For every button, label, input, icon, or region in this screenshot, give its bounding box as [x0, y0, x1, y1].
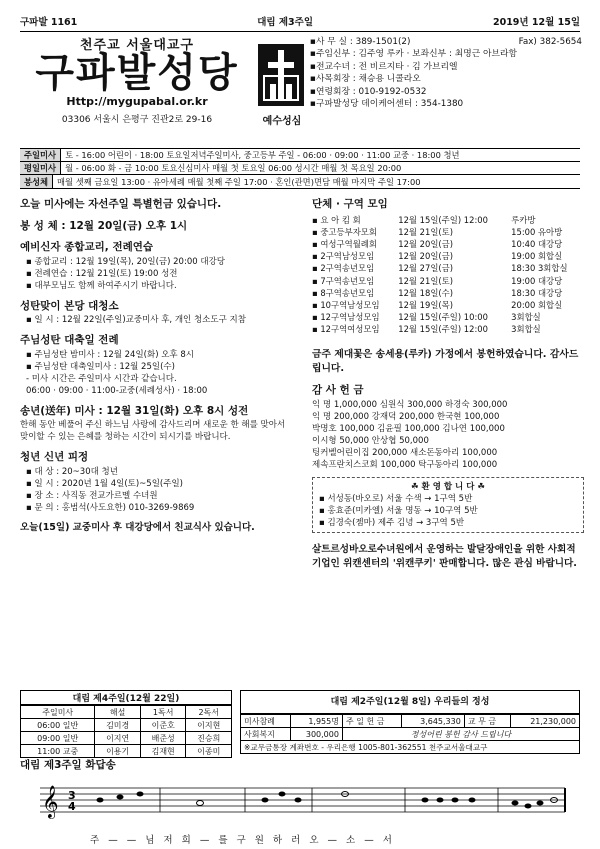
- psalm-lyrics: 주 — — 님 저 희 — 를 구 원 하 러 오 — 소 — 서: [90, 835, 395, 846]
- table-cell: 주 일 헌 금: [342, 715, 402, 728]
- table-header: 주일미사: [21, 706, 95, 719]
- table-cell: ▪ 2구역송년모임: [312, 263, 375, 274]
- council-info: ▪사목회장 : 채승용 니콜라오: [310, 74, 421, 85]
- table-cell: 12월 18일(수): [398, 287, 454, 298]
- table-row: [312, 275, 584, 287]
- left-column: [20, 198, 295, 534]
- table-cell: 09:00 일반: [21, 732, 95, 745]
- section-body: [26, 256, 295, 292]
- table-row: [312, 238, 584, 250]
- table-cell: 배준성: [140, 732, 186, 745]
- music-staff: [20, 774, 580, 836]
- section-title: 성탄맞이 본당 대청소: [20, 299, 119, 312]
- offering-table: [240, 714, 580, 754]
- account-number: ※교무금통장 계좌번호 - 우리은행 1005-801-362551 천주교서울대교구: [241, 741, 580, 754]
- table-cell: 12월 19일(목): [398, 299, 454, 310]
- table-row: [241, 715, 580, 728]
- welcome-box: [312, 477, 584, 533]
- issue-header: [20, 14, 580, 32]
- list-item: 팅커벨어린이집 200,000 새소돈동아리 100,000: [312, 448, 498, 459]
- list-item: ▪ 일 시 : 2020년 1월 4일(토)~5일(주일): [26, 478, 183, 489]
- list-item: 익 명 200,000 강재덕 200,000 한국현 100,000: [312, 412, 500, 423]
- table-cell: 3회합실: [511, 312, 541, 323]
- list-item: ▪ 전례연습 : 12월 21일(토) 19:00 성전: [26, 268, 178, 279]
- groups-table: [312, 214, 584, 336]
- section-body: [26, 466, 295, 514]
- schedule-row: [20, 149, 580, 162]
- parish-address: 03306 서울시 은평구 진관2로 29-16: [61, 115, 213, 125]
- table-cell: ▪ 7구역송년모임: [312, 275, 375, 286]
- communion-visit-notice: 봉 성 체 : 12월 20일(금) 오후 1시: [20, 219, 188, 232]
- schedule-row: [20, 162, 580, 175]
- list-item: ▪ 서성동(바오로) 서울 수색 → 1구역 5반: [319, 494, 473, 505]
- table-cell: 20:00 회합실: [511, 299, 563, 310]
- table-cell: ▪ 10구역남성모임: [312, 299, 380, 310]
- section-title: 예비신자 종합교리, 전례연습: [20, 241, 154, 253]
- table-cell: ▪ 2구역남성모임: [312, 251, 375, 262]
- list-item: ▪ 주님성탄 밤미사 : 12월 24일(화) 오후 8시: [26, 349, 194, 360]
- table-row: [21, 719, 232, 732]
- table-row: [241, 728, 580, 741]
- schedule-text: 매월 셋째 금요일 13:00 · 유아세례 매월 첫째 주일 17:00 · 혼인(관면)면담 매월 마지막 주일 17:00: [57, 176, 421, 187]
- issue-date: 2019년 12월 15일: [492, 17, 580, 28]
- table-cell: 19:00 회합실: [511, 251, 563, 262]
- table-cell: 12월 20일(금): [398, 251, 454, 262]
- daycare-info: ▪구파발성당 데이케어센터 : 354-1380: [310, 99, 464, 110]
- section-title: 청년 신년 피정: [20, 451, 89, 463]
- section-body: [26, 314, 295, 326]
- table-header: 해설: [95, 706, 141, 719]
- table-cell: 이준호: [140, 719, 186, 732]
- church-logo: [258, 44, 306, 128]
- table-row: [21, 732, 232, 745]
- table-row: [312, 226, 584, 238]
- table-cell: 김미경: [95, 719, 141, 732]
- table-row: [312, 299, 584, 311]
- table-cell: 김재현: [140, 745, 186, 758]
- table-row: [312, 287, 584, 299]
- table-cell: 19:00 대강당: [511, 275, 563, 286]
- table-cell: 이종미: [186, 745, 232, 758]
- table-cell: 06:00 일반: [21, 719, 95, 732]
- wecan-cookie-notice: 살트르성바오로수녀원에서 운영하는 발달장애인을 위한 사회적 기업인 위캔센터의 '위캔쿠키' 판매합니다. 많은 관심 바랍니다.: [312, 544, 577, 570]
- table-row: [312, 311, 584, 323]
- table-cell: 루카방: [511, 214, 536, 225]
- schedule-text: 월 - 06:00 화 - 금 10:00 토요신심미사 매월 첫 토요일 06:00 성시간 매월 첫 목요일 20:00: [65, 163, 402, 173]
- schedule-label: 봉성체: [20, 175, 53, 188]
- list-item: 익 명 1,000,000 심원식 300,000 하경숙 300,000: [312, 400, 508, 411]
- list-item: 제속프란치스코회 100,000 탁구동아리 100,000: [312, 460, 498, 471]
- section-body: 한해 동안 베풀어 주신 하느님 사랑에 감사드리며 새로운 한 해를 맞아서 맞이할 수 있는 은혜를 청하는 시간이 되시기를 바랍니다.: [20, 420, 286, 442]
- table-cell: 정성어린 봉헌 감사 드립니다: [342, 728, 579, 741]
- parish-name: 구파발성당: [35, 50, 239, 96]
- table-cell: 진승희: [186, 732, 232, 745]
- logo-caption: 예수성심: [262, 116, 302, 127]
- table-cell: 18:30 대강당: [511, 287, 563, 298]
- diocese-name: 천주교 서울대교구: [80, 38, 194, 53]
- list-item: - 미사 시간은 주일미사 시간과 같습니다.: [26, 373, 177, 384]
- right-column: [312, 198, 584, 571]
- list-item: ▪ 대부모님도 함께 하여주시기 바랍니다.: [26, 280, 177, 291]
- table-row: [241, 741, 580, 754]
- altar-flowers-notice: 금주 제대꽃은 송세용(루카) 가정에서 봉헌하였습니다. 감사드립니다.: [312, 348, 579, 374]
- office-phone: ▪사 무 실 : 389-1501(2): [310, 37, 411, 47]
- table-cell: 12월 21일(토): [398, 226, 454, 237]
- list-item: ▪ 일 시 : 12월 22일(주일)교중미사 후, 개인 청소도구 지참: [26, 315, 246, 325]
- section-body: [26, 349, 295, 397]
- schedule-label: 주일미사: [20, 149, 61, 161]
- pastor-info: ▪주임신부 : 김주영 루카 · 보좌신부 : 최명근 아브라함: [310, 49, 518, 60]
- thanks-title: 감 사 헌 금: [312, 383, 364, 396]
- welcome-title: ☘ 환 영 합 니 다 ☘: [410, 482, 486, 493]
- list-item: ▪ 종합교리 : 12월 19일(목), 20일(금) 20:00 대강당: [26, 256, 225, 267]
- groups-title: 단체 · 구역 모임: [312, 198, 388, 210]
- list-item: ▪ 대 상 : 20~30대 청년: [26, 466, 118, 477]
- table-cell: 21,230,000: [510, 715, 579, 728]
- special-collection-notice: 오늘 미사에는 자선주일 특별헌금 있습니다.: [20, 198, 222, 210]
- table-cell: 미사참례: [241, 715, 291, 728]
- fax-number: Fax) 382-5654: [518, 37, 582, 47]
- offering-title: 대림 제2주일(12월 8일) 우리들의 정성: [240, 690, 580, 714]
- table-cell: 11:00 교중: [21, 745, 95, 758]
- schedule-row: [20, 175, 580, 188]
- fellowship-meal-notice: 오늘(15일) 교중미사 후 대강당에서 친교식사 있습니다.: [20, 521, 255, 533]
- table-cell: ▪ 12구역여성모임: [312, 324, 380, 335]
- contact-info: ▪연령회장 : 010-9192-0532: [310, 86, 427, 97]
- table-cell: 3,645,330: [402, 715, 464, 728]
- psalm-title: 대림 제3주일 화답송: [20, 759, 116, 771]
- roster-table: [20, 705, 232, 758]
- table-cell: ▪ 12구역남성모임: [312, 312, 380, 323]
- table-cell: 15:00 유아방: [511, 226, 563, 237]
- table-row: [312, 250, 584, 262]
- sisters-info: ▪전교수녀 : 전 비르지타 · 김 가브리엘: [310, 61, 458, 72]
- list-item: ▪ 주님성탄 대축일미사 : 12월 25일(수): [26, 361, 175, 372]
- table-cell: 12월 15일(주일) 12:00: [398, 214, 488, 225]
- psalm-response: [20, 757, 580, 846]
- table-header: 2독서: [186, 706, 232, 719]
- roster-title: 대림 제4주일(12월 22일): [20, 690, 232, 705]
- schedule-label: 평일미사: [20, 162, 61, 174]
- table-cell: 사회복지: [241, 728, 291, 741]
- table-cell: 300,000: [290, 728, 342, 741]
- table-cell: 1,955명: [290, 715, 342, 728]
- thanks-list: [312, 399, 584, 471]
- table-cell: 교 무 금: [464, 715, 510, 728]
- svg-text:3: 3: [68, 789, 76, 802]
- section-title: 주님성탄 대축일 전례: [20, 334, 119, 346]
- svg-text:4: 4: [68, 800, 76, 813]
- table-cell: 이용기: [95, 745, 141, 758]
- list-item: 이시형 50,000 안상협 50,000: [312, 436, 429, 447]
- section-title: 송년(送年) 미사 : 12월 31일(화) 오후 8시 성전: [20, 404, 249, 417]
- issue-number: 구파발 1161: [20, 17, 78, 28]
- brand-block: [22, 34, 252, 125]
- church-cross-icon: [258, 44, 304, 106]
- table-row: [21, 706, 232, 719]
- table-cell: ▪ 중고등부자모회: [312, 226, 377, 237]
- list-item: 06:00 · 09:00 · 11:00-교중(세례성사) · 18:00: [26, 385, 208, 396]
- list-item: ▪ 홍효준(미카엘) 서울 명동 → 10구역 5반: [319, 506, 478, 517]
- offering-summary: [240, 690, 580, 754]
- table-header: 1독서: [140, 706, 186, 719]
- table-cell: 12월 15일(주일) 12:00: [398, 324, 488, 335]
- table-cell: 12월 27일(금): [398, 263, 454, 274]
- table-cell: 12월 15일(주일) 10:00: [398, 312, 488, 323]
- table-cell: ▪ 여성구역월례회: [312, 238, 377, 249]
- mass-schedule: [20, 148, 580, 189]
- table-row: [21, 745, 232, 758]
- table-row: [312, 214, 584, 226]
- liturgical-week: 대림 제3주일: [257, 17, 314, 28]
- table-cell: 18:30 3회합실: [511, 263, 568, 274]
- table-cell: 이지현: [186, 719, 232, 732]
- list-item: ▪ 장 소 : 사직동 전교가르멜 수녀원: [26, 490, 158, 501]
- table-row: [312, 323, 584, 335]
- table-cell: 10:40 대강당: [511, 238, 563, 249]
- table-cell: 3회합실: [511, 324, 541, 335]
- parish-url[interactable]: Http://mygupabal.or.kr: [66, 95, 208, 108]
- table-cell: ▪ 8구역송년모임: [312, 287, 375, 298]
- ministry-roster: [20, 690, 232, 758]
- table-cell: 이지연: [95, 732, 141, 745]
- parish-info: [310, 36, 582, 110]
- schedule-text: 토 - 16:00 어린이 · 18:00 토요일저녁주일미사, 중고등부 주일 - 06:00 · 09:00 · 11:00 교중 · 18:00 청년: [65, 150, 460, 160]
- table-row: [312, 262, 584, 274]
- table-cell: 12월 21일(토): [398, 275, 454, 286]
- table-cell: ▪ 요 아 킴 회: [312, 214, 361, 225]
- table-cell: 12월 20일(금): [398, 238, 454, 249]
- list-item: ▪ 김경숙(젬마) 제주 김녕 → 3구역 5반: [319, 518, 465, 529]
- list-item: ▪ 문 의 : 홍범석(사도요한) 010-3269-9869: [26, 502, 195, 513]
- list-item: 박명호 100,000 김윤필 100,000 김나연 100,000: [312, 424, 505, 435]
- svg-text:𝄞: 𝄞: [42, 785, 59, 818]
